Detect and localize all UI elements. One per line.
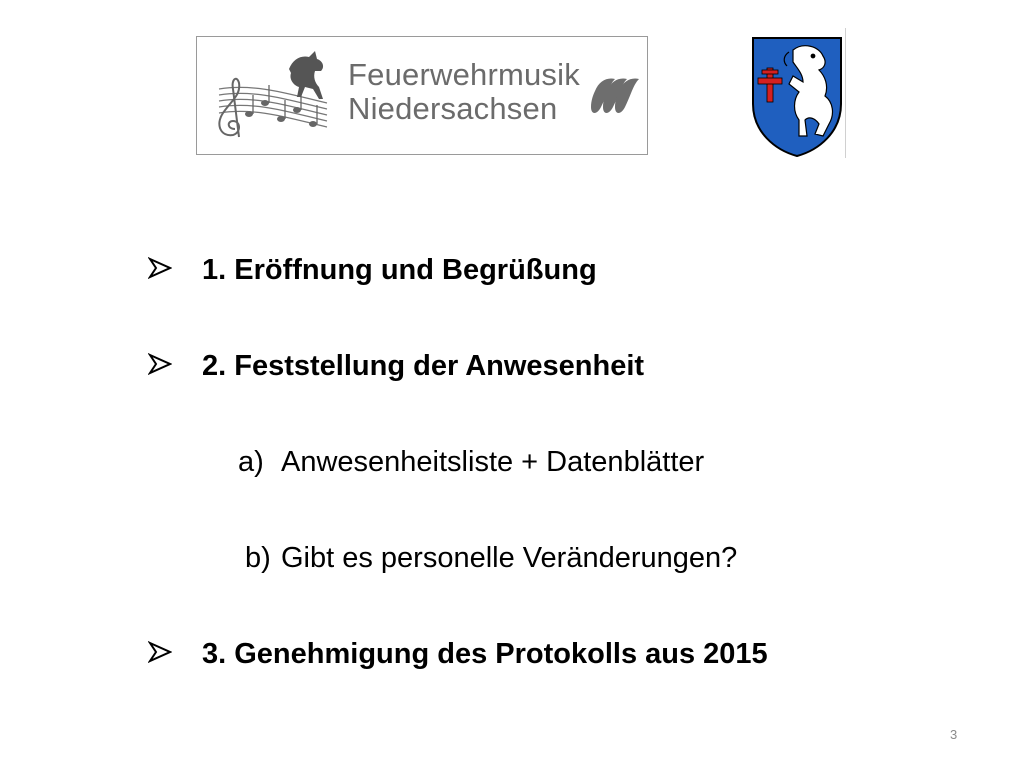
logo-title-line2: Niedersachsen — [348, 91, 558, 126]
coat-of-arms-icon — [749, 32, 845, 160]
agenda-item-2: 2. Feststellung der Anwesenheit — [202, 350, 645, 382]
subitem-b: Gibt es personelle Veränderungen? — [281, 542, 738, 574]
subitem-marker-a: a) — [238, 446, 264, 478]
flame-stripes-icon — [591, 79, 639, 114]
arrowhead-bullet-icon — [148, 640, 172, 664]
crest-divider — [845, 28, 846, 158]
arrowhead-bullet-icon — [148, 256, 172, 280]
logo-feuerwehrmusik — [196, 36, 648, 155]
arrowhead-bullet-icon — [148, 352, 172, 376]
logo-title-line1: Feuerwehrmusik — [348, 57, 580, 92]
subitem-a: Anwesenheitsliste + Datenblätter — [281, 446, 705, 478]
subitem-marker-b: b) — [245, 542, 271, 574]
page-number: 3 — [950, 727, 958, 742]
horse-icon — [289, 51, 323, 99]
agenda-item-3: 3. Genehmigung des Protokolls aus 2015 — [202, 638, 768, 670]
agenda-item-1: 1. Eröffnung und Begrüßung — [202, 254, 597, 286]
